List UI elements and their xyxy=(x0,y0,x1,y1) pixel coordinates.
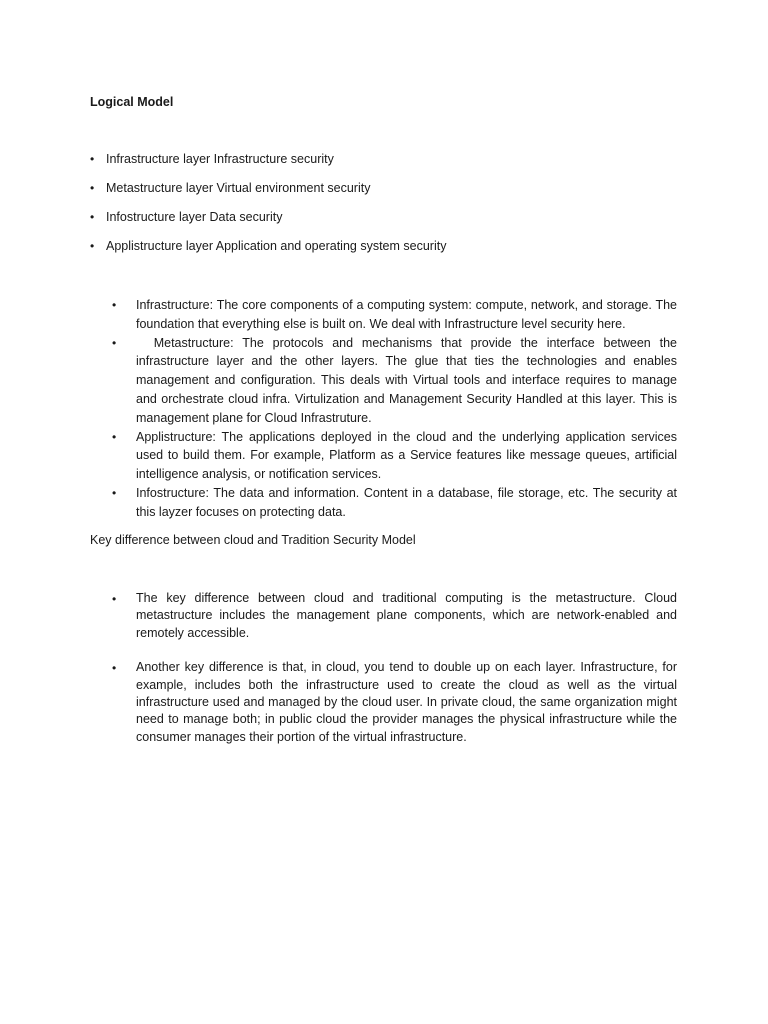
bullet-icon: • xyxy=(90,181,95,195)
layer-item xyxy=(90,238,690,254)
detail-item-text: Metastructure: The protocols and mechanisms that provide the interface between the infrastructure layer and the other layers. The glue that ties the technologies and enables management and configuration. This deals with Virtual tools and interface requires to manage and orchestrate cloud infra. Virtulization and Management Security Handled at this layer. This is management plane for Cloud Infrastruture. xyxy=(136,335,677,425)
bullet-icon: • xyxy=(112,661,117,676)
layer-item-text: Metastructure layer Virtual environment security xyxy=(106,181,371,195)
section-heading: Key difference between cloud and Tradition Security Model xyxy=(90,533,416,547)
layer-item xyxy=(90,151,690,167)
layer-list xyxy=(90,151,690,267)
bullet-icon: • xyxy=(112,592,117,606)
detail-item xyxy=(112,296,677,334)
bullet-icon: • xyxy=(112,485,117,500)
key-point-item xyxy=(112,590,677,642)
bullet-icon: • xyxy=(112,335,117,350)
detail-item xyxy=(112,428,677,484)
detail-item-text: Infostructure: The data and information. Content in a database, file storage, etc. The security at this layzer focuses on protecting data. xyxy=(136,485,677,519)
bullet-icon: • xyxy=(90,152,95,166)
bullet-icon: • xyxy=(112,429,117,444)
bullet-icon: • xyxy=(90,239,95,253)
page-title: Logical Model xyxy=(90,95,174,109)
bullet-icon: • xyxy=(112,298,117,312)
layer-item xyxy=(90,209,690,225)
key-difference-list xyxy=(112,590,677,763)
layer-item-text: Infrastructure layer Infrastructure security xyxy=(106,152,334,166)
detail-item xyxy=(112,334,677,428)
key-point-text: Another key difference is that, in cloud, you tend to double up on each layer. Infrastructure, for example, includes both the infrastructure used to create the cloud as well as the virtual infrastructure used and managed by the cloud user. In private cloud, the same organization might need to manage both; in public cloud the provider manages the physical infrastructure while the consumer manages their portion of the virtual infrastructure. xyxy=(136,660,677,744)
layer-item-text: Applistructure layer Application and operating system security xyxy=(106,239,447,253)
detail-item-text: Applistructure: The applications deployed in the cloud and the underlying application services used to build them. For example, Platform as a Service features like message queues, artificial intelligence analysis, or notification services. xyxy=(136,429,677,482)
key-point-item xyxy=(112,659,677,746)
key-point-text: The key difference between cloud and traditional computing is the metastructure. Cloud metastructure includes the management plane components, which are network-enabled and remotely accessible. xyxy=(136,591,677,640)
layer-item xyxy=(90,180,690,196)
detail-item-text: Infrastructure: The core components of a computing system: compute, network, and storage. The foundation that everything else is built on. We deal with Infrastructure level security here. xyxy=(136,298,677,331)
layer-detail-list xyxy=(112,296,677,522)
detail-item xyxy=(112,484,677,522)
bullet-icon: • xyxy=(90,210,95,224)
layer-item-text: Infostructure layer Data security xyxy=(106,210,283,224)
